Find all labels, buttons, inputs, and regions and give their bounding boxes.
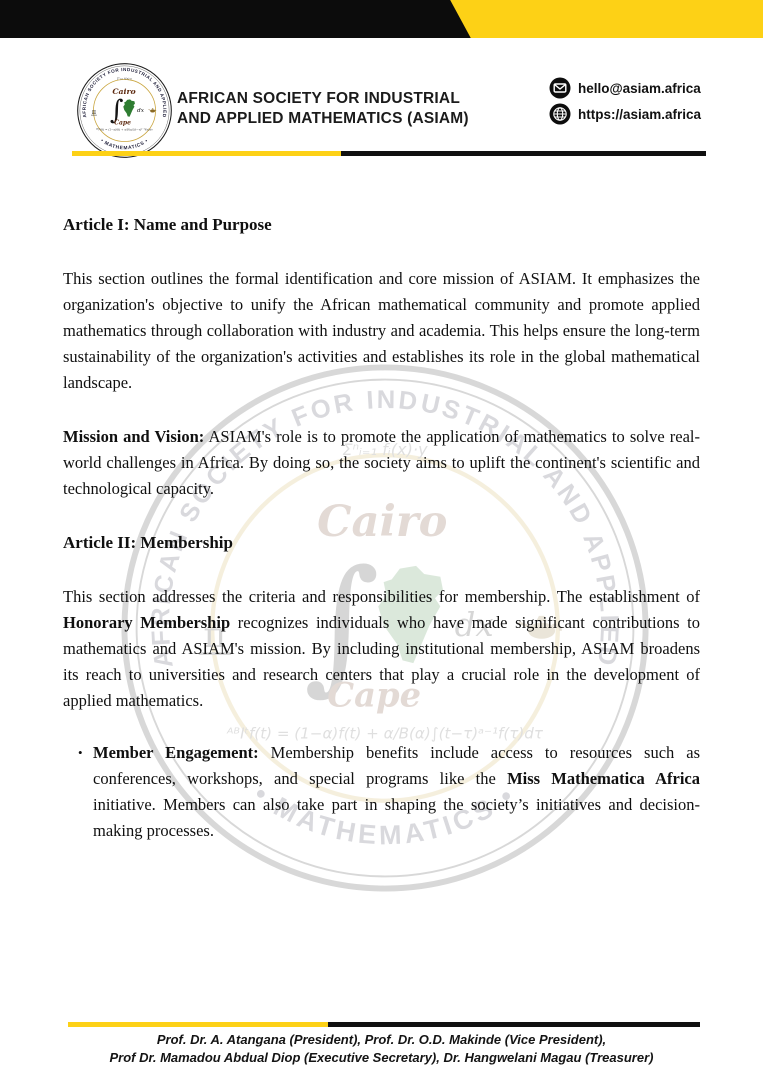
header-divider	[72, 151, 706, 156]
member-engagement-bullet: • Member Engagement: Membership benefits include access to resources such as conferences, workshops, and special programs like the Miss Mathematica Africa initiative. Members can also take part in shaping the society’s initiatives and decision-making processes.	[63, 740, 700, 844]
globe-icon	[549, 103, 571, 125]
officers-footer	[0, 1031, 763, 1067]
organization-title	[177, 89, 469, 129]
article-1-heading: Article I: Name and Purpose	[63, 215, 272, 234]
article-2-heading: Article II: Membership	[63, 533, 233, 552]
contact-block	[549, 77, 701, 129]
officers-line1: Prof. Dr. A. Atangana (President), Prof. Dr. O.D. Makinde (Vice President),	[156, 1032, 607, 1047]
top-banner-yellow-stripe	[0, 0, 763, 38]
membership-bullet-list	[63, 740, 700, 844]
footer-divider	[68, 1022, 700, 1027]
article-2-paragraph: This section addresses the criteria and responsibilities for membership. The establishment of Honorary Membership recognizes individuals who have made significant contributions to mathematics and ASIAM's mission. By including institutional membership, ASIAM broadens its reach to universities and research centers that play a crucial role in the development of applied mathematics.	[63, 587, 700, 710]
organization-title-line2: AND APPLIED MATHEMATICS (ASIAM)	[177, 110, 469, 127]
email-row	[549, 77, 701, 99]
mission-and-vision-paragraph: Mission and Vision: ASIAM's role is to promote the application of mathematics to solve real-world challenges in Africa. By doing so, the society aims to uplift the continent's scientific and technological capacity.	[63, 427, 700, 498]
top-banner	[0, 0, 763, 38]
website-link[interactable]: https://asiam.africa	[578, 106, 702, 122]
asiam-logo	[76, 62, 173, 159]
website-row	[549, 103, 701, 125]
email-link[interactable]: hello@asiam.africa	[578, 80, 701, 96]
officers-line2: Prof Dr. Mamadou Abdual Diop (Executive Secretary), Dr. Hangwelani Magau (Treasurer)	[109, 1050, 654, 1065]
document-body	[63, 212, 700, 844]
email-icon	[549, 77, 571, 99]
article-1-paragraph: This section outlines the formal identification and core mission of ASIAM. It emphasizes the organization's objective to unify the African mathematical community and promote applied mathematics through collaboration with industry and academia. This helps ensure the long-term sustainability of the organization's activities and establishes its role in the global mathematical landscape.	[63, 269, 700, 392]
organization-title-line1: AFRICAN SOCIETY FOR INDUSTRIAL	[177, 90, 460, 107]
